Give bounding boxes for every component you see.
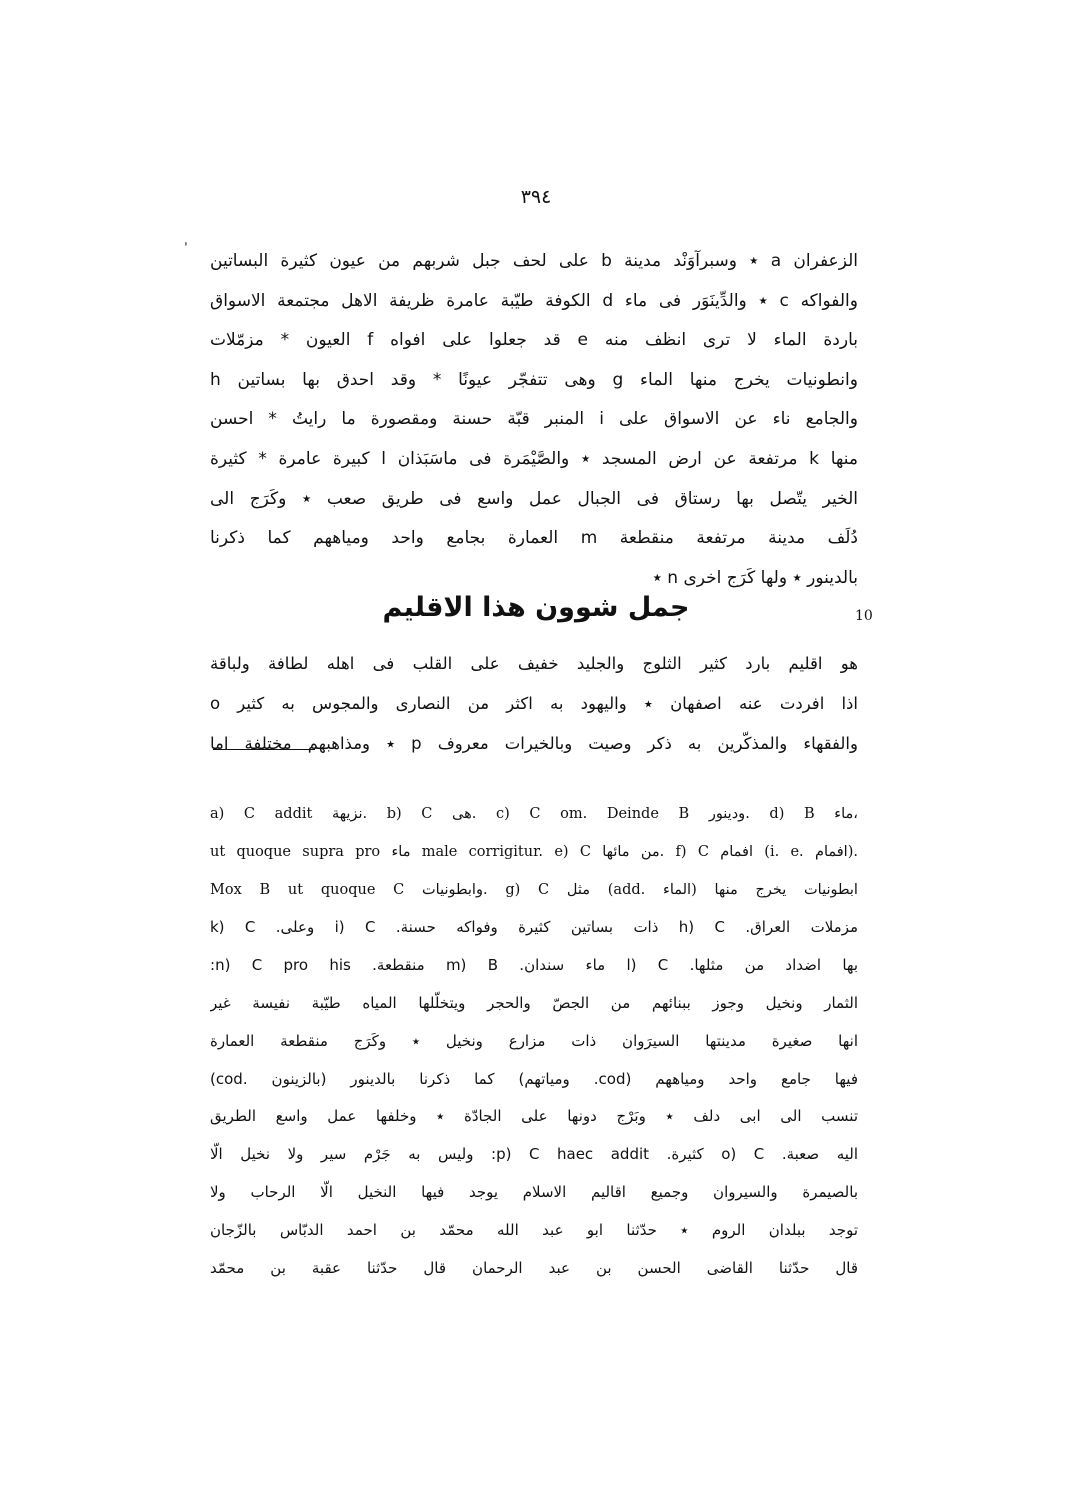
main-text-line: بالدينور ٭ ولها كَرَج اخرى n ٭ (652, 567, 858, 588)
main-text-line: الزعفران a ٭ وسبرآوَنْد مدينة b على لحف جبل شربهم من عيون كثيرة البساتين (210, 251, 858, 271)
main-text-line: باردة الماء لا ترى انظف منه e قد جعلوا على افواه f العيون * مزمّلات (210, 330, 858, 351)
footnotes-block (210, 796, 858, 1287)
main-text-line: منها k مرتفعة عن ارض المسجد ٭ والصَّيْمَرة فى ماسَبَذان l كبيرة عامرة * كثيرة (210, 448, 858, 469)
footnote-line: الثمار ونخيل وجوز ببنائهم من الجصّ والحجر ويتخلّلها المياه طيّبة نفيسة غير (210, 993, 858, 1012)
footnote-line: Mox B ut quoque C وابطونيات. g) C مثل (add. الماء) ابطونيات يخرج منها (210, 881, 858, 898)
footnote-line: بها اضداد من مثلها. l) C ماء سندان. m) B منقطعة. n) C pro his: (210, 956, 858, 975)
page-number: ٣٩٤ (520, 186, 552, 208)
footnote-line: فيها جامع واحد ومياههم (cod. ومياتهم) كما ذكرنا بالدينور (بالزينون .cod) (210, 1069, 858, 1088)
section-text-line: اذا افردت عنه اصفهان ٭ واليهود به اكثر من النصارى والمجوس به كثير o (210, 694, 858, 713)
footnote-line: ut quoque supra pro ماء male corrigitur. e) C من مائها. f) C افمام (i. e. افمام). (210, 843, 858, 860)
main-text-line: الخير يتّصل بها رستاق فى الجبال عمل واسع فى طريق صعب ٭ وكَرَج الى (210, 488, 858, 509)
footnote-divider (213, 749, 315, 750)
footnote-line: اليه صعبة. o) C كثيرة. p) C haec addit: وليس به جَرْم سير ولا نخيل الّا (210, 1145, 858, 1164)
main-text-line: وانطونيات يخرج منها الماء g وهى تتفجّر عيونًا * وقد احدق بها بساتين h (210, 369, 858, 390)
main-text-line: دُلَف مدينة مرتفعة منقطعة m العمارة بجامع واحد ومياههم كما ذكرنا (210, 528, 858, 549)
section-text-line: هو اقليم بارد كثير الثلوج والجليد خفيف على القلب فى اهله لطافة ولباقة (210, 654, 858, 673)
main-text-line: والجامع ناء عن الاسواق على i المنبر قبّة حسنة ومقصورة ما رايتُ * احسن (210, 409, 858, 430)
section-text-block (210, 644, 858, 764)
footnote-line: تنسب الى ابى دلف ٭ وبَرْج دونها على الجادّة ٭ وخلفها عمل واسع الطريق (210, 1107, 858, 1126)
footnote-line: مزملات العراق. h) C ذات بساتين كثيرة وفواكه حسنة. i) C وعلى. k) C (210, 918, 858, 937)
footnote-line: بالصيمرة والسيروان وجميع اقاليم الاسلام يوجد فيها النخيل الّا الرحاب ولا (210, 1182, 858, 1201)
main-text-line: والفواكه c ٭ والدِّينَوَر فى ماء d الكوفة طيّبة عامرة ظريفة الاهل مجتمعة الاسواق (210, 290, 858, 311)
section-text-line: والفقهاء والمذكّرين به ذكر وصيت وبالخيرات معروف p ٭ ومذاهبهم مختلفة اما (210, 734, 858, 753)
section-heading: جمل شوون هذا الاقليم (382, 592, 690, 623)
line-number: 10 (855, 608, 873, 624)
footnote-line: a) C addit نزيهة. b) C هى. c) C om. Deinde B ودينور. d) B ماء، (210, 806, 858, 822)
stray-mark: ˌ (184, 232, 188, 248)
footnote-line: توجد ببلدان الروم ٭ حدّثنا ابو عبد الله محمّد بن احمد الدبّاس بالزّجان (210, 1220, 858, 1239)
main-text-block (210, 242, 858, 598)
footnote-line: قال حدّثنا القاضى الحسن بن عبد الرحمان قال حدّثنا عقبة بن محمّد (210, 1258, 858, 1277)
footnote-line: انها صغيرة مدينتها السيرَوان ذات مزارع ونخيل ٭ وكَرَج منقطعة العمارة (210, 1031, 858, 1050)
